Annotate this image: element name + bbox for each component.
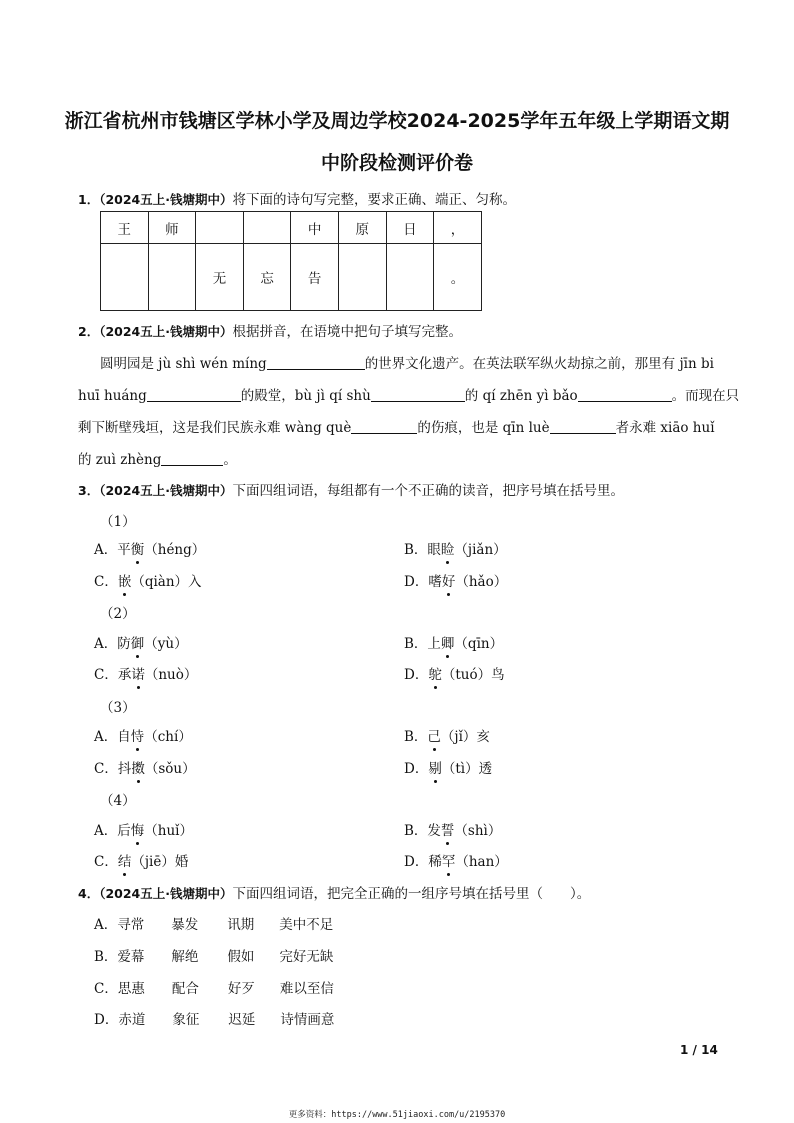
option-a[interactable]: A．寻常 暴发 讯期 美中不足	[94, 917, 334, 933]
option-c[interactable]: C．嵌（qiàn）入	[94, 574, 202, 590]
option-b[interactable]: B．上卿（qīn）	[404, 636, 504, 652]
option-b[interactable]: B．爱幕 解绝 假如 完好无缺	[94, 949, 334, 965]
q2-line-1: 圆明园是 jù shì wén míng 的世界文化遗产。在英法联军纵火劫掠之前，那里有 jīn bi	[100, 356, 714, 372]
question-number: 2．	[78, 324, 100, 339]
option-a[interactable]: A．防御（yù）	[94, 636, 188, 652]
question-number: 1．	[78, 192, 100, 207]
option-d[interactable]: D．嗜好（hǎo）	[404, 574, 508, 590]
option-c[interactable]: C．抖擞（sǒu）	[94, 761, 196, 777]
question-source: （2024五上·钱塘期中）	[99, 192, 233, 207]
group-label: （2）	[100, 606, 136, 622]
grid-cell[interactable]: 。	[434, 244, 482, 311]
grid-cell[interactable]	[148, 244, 196, 311]
grid-cell[interactable]: 原	[338, 212, 386, 244]
answer-blank[interactable]	[351, 419, 417, 434]
grid-cell[interactable]: 中	[291, 212, 339, 244]
question-source: （2024五上·钱塘期中）	[99, 483, 233, 498]
answer-blank[interactable]	[161, 451, 223, 466]
q2-line-3: 剩下断壁残垣，这是我们民族永难 wàng què 的伤痕，也是 qīn luè 者永难 xiāo huǐ	[78, 420, 715, 436]
grid-row-1	[101, 212, 482, 244]
group-label: （3）	[100, 700, 136, 716]
answer-blank[interactable]	[550, 419, 616, 434]
question-text: 将下面的诗句写完整，要求正确、端正、匀称。	[232, 192, 516, 208]
option-d[interactable]: D．剔（tì）透	[404, 761, 493, 777]
group-label: （1）	[100, 514, 136, 530]
question-2	[78, 320, 462, 340]
grid-cell[interactable]: 王	[101, 212, 149, 244]
question-source: （2024五上·钱塘期中）	[99, 886, 233, 901]
question-1	[78, 188, 516, 208]
writing-grid	[100, 211, 482, 311]
group-label: （4）	[100, 793, 136, 809]
grid-cell[interactable]	[196, 212, 244, 244]
answer-blank[interactable]	[267, 355, 365, 370]
option-b[interactable]: B．己（jǐ）亥	[404, 729, 490, 745]
page-title-line1: 浙江省杭州市钱塘区学林小学及周边学校2024-2025学年五年级上学期语文期	[64, 110, 730, 132]
option-d[interactable]: D．鸵（tuó）鸟	[404, 667, 505, 683]
answer-blank[interactable]	[578, 387, 672, 402]
question-number: 3．	[78, 483, 100, 498]
grid-cell[interactable]	[243, 212, 291, 244]
grid-cell[interactable]: ，	[434, 212, 482, 244]
grid-cell[interactable]: 师	[148, 212, 196, 244]
grid-cell[interactable]: 告	[291, 244, 339, 311]
grid-cell[interactable]: 日	[386, 212, 434, 244]
option-b[interactable]: B．眼睑（jiǎn）	[404, 542, 507, 558]
question-text: 下面四组词语，每组都有一个不正确的读音，把序号填在括号里。	[232, 483, 624, 499]
option-a[interactable]: A．平衡（héng）	[94, 542, 206, 558]
question-number: 4．	[78, 886, 100, 901]
option-a[interactable]: A．自恃（chí）	[94, 729, 192, 745]
option-d[interactable]: D．赤道 象征 迟延 诗情画意	[94, 1012, 335, 1028]
question-4	[78, 882, 590, 902]
question-3	[78, 479, 624, 499]
page-title-line2: 中阶段检测评价卷	[320, 152, 473, 174]
answer-blank[interactable]	[147, 387, 241, 402]
q2-line-4: 的 zuì zhèng 。	[78, 452, 237, 468]
option-b[interactable]: B．发誓（shì）	[404, 823, 502, 839]
option-d[interactable]: D．稀罕（han）	[404, 854, 508, 870]
page-number: 1 / 14	[680, 1043, 718, 1057]
answer-blank[interactable]	[371, 387, 465, 402]
question-text: 根据拼音，在语境中把句子填写完整。	[232, 324, 462, 340]
grid-cell[interactable]: 无	[196, 244, 244, 311]
option-c[interactable]: C．结（jiē）婚	[94, 854, 189, 870]
option-c[interactable]: C．承诺（nuò）	[94, 667, 198, 683]
grid-cell[interactable]	[101, 244, 149, 311]
grid-cell[interactable]	[338, 244, 386, 311]
footer-link[interactable]: 更多资料：https://www.51jiaoxi.com/u/2195370	[288, 1110, 506, 1120]
option-a[interactable]: A．后悔（huǐ）	[94, 823, 193, 839]
option-c[interactable]: C．思惠 配合 好歹 难以至信	[94, 981, 334, 997]
grid-row-2	[101, 244, 482, 311]
question-source: （2024五上·钱塘期中）	[99, 324, 233, 339]
grid-cell[interactable]	[386, 244, 434, 311]
q2-line-2: huī huáng 的殿堂，bù jì qí shù 的 qí zhēn yì bǎo 。而现在只	[78, 388, 740, 404]
question-text: 下面四组词语，把完全正确的一组序号填在括号里（ ）。	[232, 886, 591, 902]
grid-cell[interactable]: 忘	[243, 244, 291, 311]
